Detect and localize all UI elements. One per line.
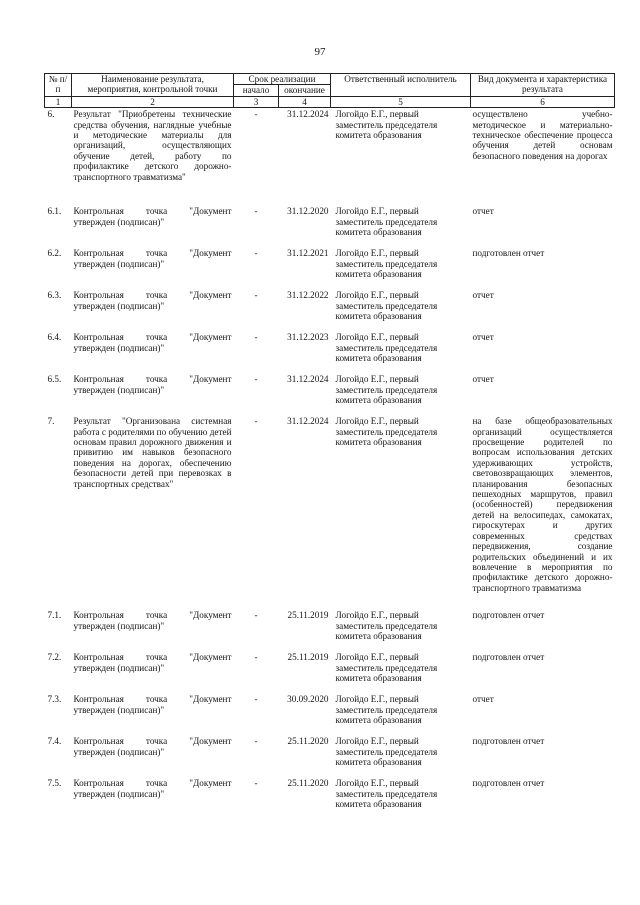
- row-executor: Логойдо Е.Г., первый заместитель председателя комитета образования: [335, 610, 438, 642]
- page-number: 97: [314, 46, 326, 58]
- row-executor: Логойдо Е.Г., первый заместитель председателя комитета образования: [335, 416, 438, 448]
- row-number: 7.2.: [47, 652, 62, 663]
- column-number: 2: [72, 96, 234, 107]
- row-start: -: [254, 248, 258, 259]
- row-executor: Логойдо Е.Г., первый заместитель председателя комитета образования: [335, 290, 438, 322]
- header-period: Срок реализации: [234, 74, 331, 85]
- row-doc: подготовлен отчет: [472, 652, 545, 663]
- row-name: Контрольная точка "Документ утвержден (подписан)": [73, 694, 232, 715]
- row-end: 31.12.2024: [287, 374, 329, 385]
- header-num: № п/п: [45, 74, 72, 97]
- row-name: Контрольная точка "Документ утвержден (подписан)": [73, 290, 232, 311]
- row-name: Результат "Приобретены технические средства обучения, наглядные учебные и методические материалы для организаций, осуществляющих обучение детей, работу по профилактике детского дорожно-транспортного травматизма": [73, 109, 232, 182]
- row-end: 25.11.2020: [287, 736, 329, 747]
- row-doc: отчет: [472, 374, 494, 385]
- row-doc: отчет: [472, 206, 494, 217]
- row-name: Контрольная точка "Документ утвержден (подписан)": [73, 652, 232, 673]
- row-number: 6.3.: [47, 290, 62, 301]
- column-number: 1: [45, 96, 72, 107]
- row-number: 7.5.: [47, 778, 62, 789]
- row-executor: Логойдо Е.Г., первый заместитель председателя комитета образования: [335, 736, 438, 768]
- row-start: -: [254, 778, 258, 789]
- row-end: 31.12.2021: [287, 248, 329, 259]
- row-name: Контрольная точка "Документ утвержден (подписан)": [73, 610, 232, 631]
- header-name: Наименование результата, мероприятия, контрольной точки: [72, 74, 234, 97]
- row-number: 7.: [47, 416, 55, 427]
- row-end: 31.12.2023: [287, 332, 329, 343]
- row-executor: Логойдо Е.Г., первый заместитель председателя комитета образования: [335, 109, 438, 141]
- row-executor: Логойдо Е.Г., первый заместитель председателя комитета образования: [335, 652, 438, 684]
- row-start: -: [254, 332, 258, 343]
- row-executor: Логойдо Е.Г., первый заместитель председателя комитета образования: [335, 374, 438, 406]
- row-start: -: [254, 694, 258, 705]
- row-number: 6.4.: [47, 332, 62, 343]
- implementation-plan-table: [44, 73, 615, 819]
- table-row: [45, 108, 615, 206]
- row-number: 7.4.: [47, 736, 62, 747]
- row-number: 6.: [47, 109, 55, 120]
- header-executor: Ответственный исполнитель: [331, 74, 471, 97]
- header-end: окончание: [279, 85, 331, 96]
- row-name: Контрольная точка "Документ утвержден (подписан)": [73, 778, 232, 799]
- row-doc: отчет: [472, 694, 494, 705]
- row-doc: подготовлен отчет: [472, 778, 545, 789]
- row-name: Контрольная точка "Документ утвержден (подписан)": [73, 332, 232, 353]
- row-number: 6.1.: [47, 206, 62, 217]
- row-end: 25.11.2019: [287, 610, 329, 621]
- row-number: 7.3.: [47, 694, 62, 705]
- row-name: Контрольная точка "Документ утвержден (подписан)": [73, 374, 232, 395]
- table-row: [45, 331, 615, 373]
- row-start: -: [254, 736, 258, 747]
- row-number: 6.2.: [47, 248, 62, 259]
- row-name: Контрольная точка "Документ утвержден (подписан)": [73, 248, 232, 269]
- row-start: -: [254, 610, 258, 621]
- table-row: [45, 247, 615, 289]
- table-row: [45, 289, 615, 331]
- row-doc: отчет: [472, 290, 494, 301]
- row-end: 30.09.2020: [287, 694, 329, 705]
- row-end: 25.11.2020: [287, 778, 329, 789]
- table-row: [45, 651, 615, 693]
- row-executor: Логойдо Е.Г., первый заместитель председателя комитета образования: [335, 332, 438, 364]
- row-number: 7.1.: [47, 610, 62, 621]
- column-number: 3: [234, 96, 279, 107]
- row-name: Результат "Организована системная работа с родителями по обучению детей основам правил дорожного движения и привитию им навыков безопасного поведения на дорогах, обеспечению безопасности детей при перевозках в транспортных средствах": [73, 416, 232, 489]
- row-doc: на базе общеобразовательных организаций осуществляется просвещение родителей по вопросам использования детских удерживающих устройств, световозвращающих элементов, планирования безопасных пешеходных маршрутов, правил (особенностей) передвижения детей на велосипедах, самокатах, гироскутерах и других современных средствах передвижения, создание родительских объединений и их вовлечение в мероприятия по профилактике детского дорожно-транспортного травматизма: [472, 416, 613, 593]
- column-number: 6: [471, 96, 615, 107]
- row-executor: Логойдо Е.Г., первый заместитель председателя комитета образования: [335, 694, 438, 726]
- table-row: [45, 693, 615, 735]
- row-name: Контрольная точка "Документ утвержден (подписан)": [73, 206, 232, 227]
- row-start: -: [254, 290, 258, 301]
- row-name: Контрольная точка "Документ утвержден (подписан)": [73, 736, 232, 757]
- row-doc: осуществлено учебно-методическое и материально-техническое обеспечение процесса обучения детей основам безопасного поведения на дорогах: [472, 109, 613, 161]
- header-row: [45, 74, 615, 85]
- row-end: 31.12.2022: [287, 290, 329, 301]
- row-executor: Логойдо Е.Г., первый заместитель председателя комитета образования: [335, 248, 438, 280]
- row-start: -: [254, 416, 258, 427]
- row-executor: Логойдо Е.Г., первый заместитель председателя комитета образования: [335, 778, 438, 810]
- header-start: начало: [234, 85, 279, 96]
- row-start: -: [254, 652, 258, 663]
- table-row: [45, 609, 615, 651]
- row-doc: подготовлен отчет: [472, 610, 545, 621]
- row-start: -: [254, 109, 258, 120]
- row-end: 31.12.2020: [287, 206, 329, 217]
- column-number-row: [45, 96, 615, 107]
- row-start: -: [254, 206, 258, 217]
- row-doc: отчет: [472, 332, 494, 343]
- row-end: 31.12.2024: [287, 109, 329, 120]
- row-end: 31.12.2024: [287, 416, 329, 427]
- row-end: 25.11.2019: [287, 652, 329, 663]
- row-executor: Логойдо Е.Г., первый заместитель председателя комитета образования: [335, 206, 438, 238]
- row-doc: подготовлен отчет: [472, 736, 545, 747]
- table-row: [45, 777, 615, 819]
- row-doc: подготовлен отчет: [472, 248, 545, 259]
- table-row: [45, 205, 615, 247]
- table-row: [45, 735, 615, 777]
- column-number: 5: [331, 96, 471, 107]
- row-start: -: [254, 374, 258, 385]
- table-row: [45, 415, 615, 609]
- header-doc: Вид документа и характеристика результата: [471, 74, 615, 97]
- row-number: 6.5.: [47, 374, 62, 385]
- table-row: [45, 373, 615, 415]
- column-number: 4: [279, 96, 331, 107]
